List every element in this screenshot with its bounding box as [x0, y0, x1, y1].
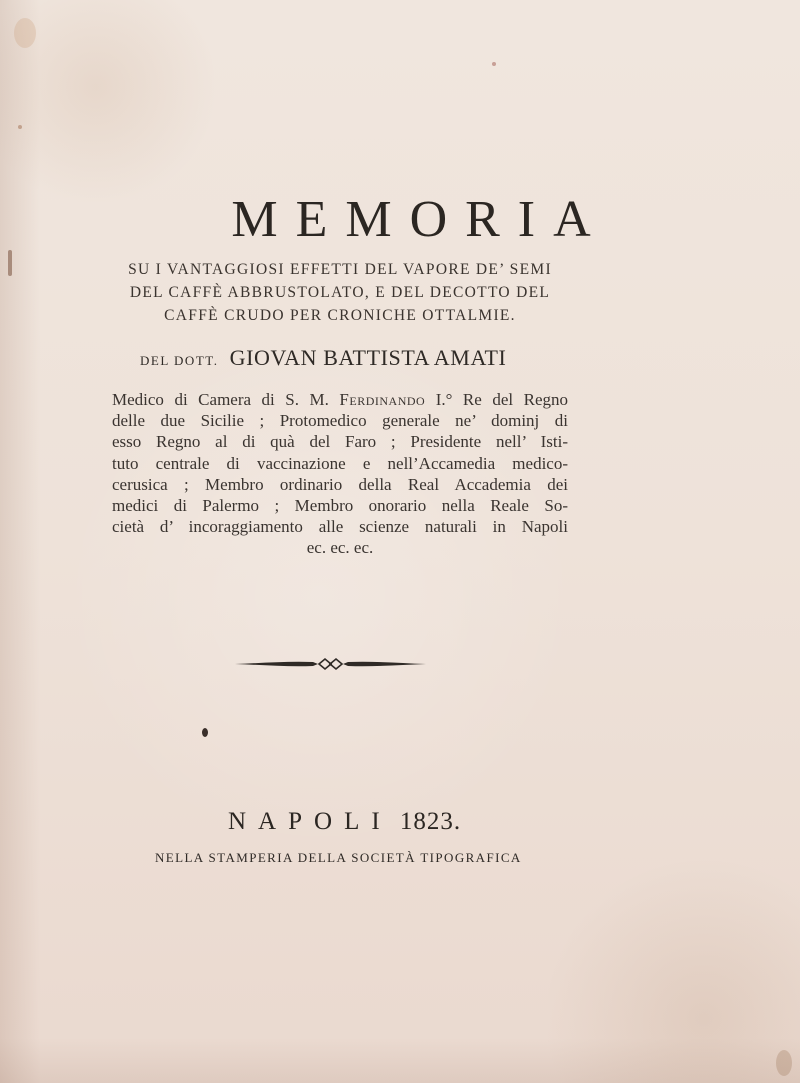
credentials-line: ec. ec. ec.: [306, 538, 374, 558]
imprint-place-year: [228, 808, 461, 836]
author-line: [140, 345, 506, 371]
credentials-line: esso Regno al di quà del Faro ; Presidente nell’ Isti-: [112, 432, 568, 452]
author-credentials: [112, 389, 568, 559]
credentials-line: medici di Palermo ; Membro onorario nella Reale So-: [112, 496, 568, 516]
foxing-spot: [8, 250, 12, 276]
decorative-rule-ornament: [233, 656, 428, 672]
document-title: MEMORIA: [231, 191, 609, 248]
foxing-spot: [14, 18, 36, 48]
author-name: GIOVAN BATTISTA AMATI: [229, 345, 507, 370]
imprint-year: 1823.: [399, 808, 462, 835]
foxing-spot: [776, 1050, 792, 1076]
printer-line: NELLA STAMPERIA DELLA SOCIETÀ TIPOGRAFICA: [155, 850, 522, 865]
foxing-spot: [492, 62, 496, 66]
document-subtitle: [105, 258, 575, 327]
credentials-line: cerusica ; Membro ordinario della Real Accademia dei: [112, 474, 568, 494]
imprint-city: NAPOLI: [228, 808, 392, 835]
foxing-spot: [18, 125, 22, 129]
king-name-smallcaps: Ferdinando: [339, 390, 426, 409]
credentials-line: Medico di Camera di S. M. Ferdinando I.° Re del Regno: [112, 390, 568, 409]
author-prefix: DEL DOTT.: [140, 353, 219, 368]
subtitle-line: SU I VANTAGGIOSI EFFETTI DEL VAPORE DE’ SEMI: [128, 261, 552, 278]
credentials-line: cietà d’ incoraggiamento alle scienze naturali in Napoli: [112, 517, 568, 537]
ink-dot: [202, 728, 208, 737]
credentials-line: tuto centrale di vaccinazione e nell’Accamedia medico-: [112, 453, 568, 473]
subtitle-line: DEL CAFFÈ ABBRUSTOLATO, E DEL DECOTTO DEL: [129, 284, 551, 301]
credentials-line: delle due Sicilie ; Protomedico generale ne’ dominj di: [112, 411, 568, 431]
subtitle-line: CAFFÈ CRUDO PER CRONICHE OTTALMIE.: [164, 307, 516, 324]
